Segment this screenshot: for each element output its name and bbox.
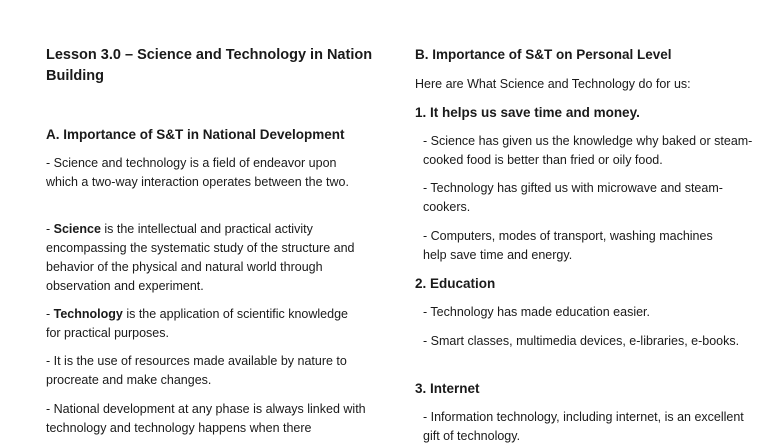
technology-prefix: -	[46, 307, 54, 321]
science-term: Science	[53, 222, 101, 236]
point-2-heading: 2. Education	[415, 276, 496, 291]
left-paragraph-science	[46, 220, 364, 296]
point-2-paragraph-1: - Technology has made education easier.	[423, 305, 651, 319]
left-paragraph-national-development: - National development at any phase is always linked with technology and technology happens when there	[46, 402, 366, 435]
section-a-heading: A. Importance of S&T in National Development	[46, 127, 345, 142]
technology-term: Technology	[53, 307, 123, 321]
point-1-heading: 1. It helps us save time and money.	[415, 105, 640, 120]
technology-definition: is the application of scientific knowledge for practical purposes.	[46, 307, 348, 340]
section-b-heading: B. Importance of S&T on Personal Level	[415, 47, 672, 62]
point-1-paragraph-2: - Technology has gifted us with microwave and steam-cookers.	[423, 181, 723, 214]
point-1-paragraph-3: - Computers, modes of transport, washing machines help save time and energy.	[423, 229, 713, 262]
left-paragraph-1: - Science and technology is a field of endeavor upon which a two-way interaction operates between the two.	[46, 156, 349, 189]
left-paragraph-technology	[46, 305, 364, 343]
right-intro: Here are What Science and Technology do for us:	[415, 77, 691, 91]
point-2-paragraph-2: - Smart classes, multimedia devices, e-libraries, e-books.	[423, 334, 740, 348]
point-3-paragraph-1: - Information technology, including internet, is an excellent gift of technology.	[423, 410, 744, 443]
point-1-paragraph-1: - Science has given us the knowledge why baked or steam-cooked food is better than fried or oily food.	[423, 134, 753, 167]
science-prefix: -	[46, 222, 54, 236]
lesson-title: Lesson 3.0 – Science and Technology in Nation Building	[46, 47, 373, 84]
science-definition: is the intellectual and practical activity encompassing the systematic study of the structure and behavior of the physical and natural world through observation and experiment.	[46, 222, 355, 293]
left-paragraph-resources: - It is the use of resources made available by nature to procreate and make changes.	[46, 354, 347, 387]
point-3-heading: 3. Internet	[415, 381, 480, 396]
